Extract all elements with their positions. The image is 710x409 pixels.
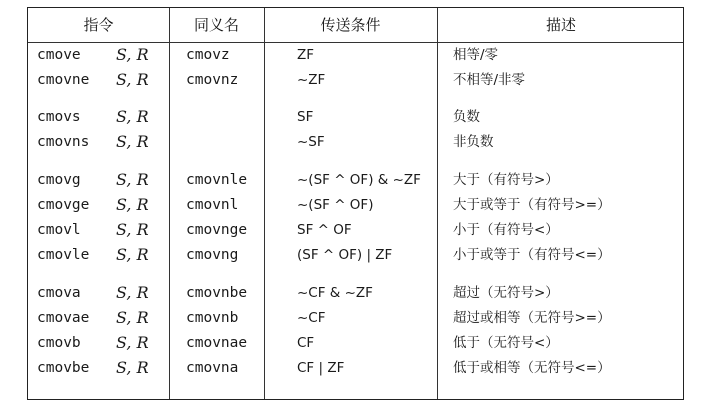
- description-cell: 相等/零: [453, 47, 499, 63]
- condition-cell: ~SF: [297, 134, 325, 150]
- description-cell: 大于或等于（有符号>=）: [453, 197, 611, 213]
- instruction-cell: cmova: [37, 285, 81, 301]
- description-cell: 低于或相等（无符号<=）: [453, 360, 611, 376]
- instruction-cell: cmovg: [37, 172, 81, 188]
- instruction-cell: cmove: [37, 47, 81, 63]
- instruction-cell: cmovge: [37, 197, 90, 213]
- instruction-cell: cmovae: [37, 310, 90, 326]
- condition-cell: SF: [297, 109, 314, 125]
- operands-cell: S, R: [116, 107, 149, 126]
- description-cell: 非负数: [453, 134, 494, 150]
- operands-cell: S, R: [116, 308, 149, 327]
- synonym-cell: cmovnl: [186, 197, 239, 213]
- operands-cell: S, R: [116, 170, 149, 189]
- operands-cell: S, R: [116, 45, 149, 64]
- operands-cell: S, R: [116, 358, 149, 377]
- instruction-table: [27, 7, 684, 400]
- condition-cell: ~CF & ~ZF: [297, 285, 373, 301]
- synonym-cell: cmovna: [186, 360, 239, 376]
- synonym-cell: cmovnae: [186, 335, 248, 351]
- column-divider: [264, 8, 265, 399]
- header-synonym: 同义名: [193, 16, 239, 34]
- operands-cell: S, R: [116, 132, 149, 151]
- operands-cell: S, R: [116, 245, 149, 264]
- header-instruction: 指令: [83, 16, 114, 34]
- condition-cell: CF: [297, 335, 315, 351]
- synonym-cell: cmovng: [186, 247, 239, 263]
- synonym-cell: cmovnz: [186, 72, 239, 88]
- instruction-cell: cmovbe: [37, 360, 90, 376]
- condition-cell: (SF ^ OF) | ZF: [297, 247, 393, 263]
- instruction-cell: cmovns: [37, 134, 90, 150]
- operands-cell: S, R: [116, 220, 149, 239]
- condition-cell: ZF: [297, 47, 315, 63]
- operands-cell: S, R: [116, 195, 149, 214]
- description-cell: 不相等/非零: [453, 72, 526, 88]
- condition-cell: ~(SF ^ OF) & ~ZF: [297, 172, 421, 188]
- description-cell: 低于（无符号<）: [453, 335, 559, 351]
- column-divider: [169, 8, 170, 399]
- description-cell: 大于（有符号>）: [453, 172, 559, 188]
- condition-cell: CF | ZF: [297, 360, 345, 376]
- operands-cell: S, R: [116, 333, 149, 352]
- synonym-cell: cmovnge: [186, 222, 248, 238]
- condition-cell: SF ^ OF: [297, 222, 352, 238]
- condition-cell: ~CF: [297, 310, 326, 326]
- condition-cell: ~ZF: [297, 72, 326, 88]
- instruction-cell: cmovle: [37, 247, 90, 263]
- description-cell: 超过（无符号>）: [453, 285, 559, 301]
- column-divider: [437, 8, 438, 399]
- synonym-cell: cmovz: [186, 47, 230, 63]
- synonym-cell: cmovnle: [186, 172, 248, 188]
- instruction-cell: cmovne: [37, 72, 90, 88]
- description-cell: 小于或等于（有符号<=）: [453, 247, 611, 263]
- synonym-cell: cmovnbe: [186, 285, 248, 301]
- description-cell: 小于（有符号<）: [453, 222, 559, 238]
- header-description: 描述: [545, 16, 576, 34]
- operands-cell: S, R: [116, 70, 149, 89]
- description-cell: 负数: [453, 109, 480, 125]
- instruction-cell: cmovb: [37, 335, 81, 351]
- operands-cell: S, R: [116, 283, 149, 302]
- condition-cell: ~(SF ^ OF): [297, 197, 374, 213]
- header-condition: 传送条件: [320, 16, 381, 34]
- instruction-cell: cmovs: [37, 109, 81, 125]
- synonym-cell: cmovnb: [186, 310, 239, 326]
- instruction-cell: cmovl: [37, 222, 81, 238]
- description-cell: 超过或相等（无符号>=）: [453, 310, 611, 326]
